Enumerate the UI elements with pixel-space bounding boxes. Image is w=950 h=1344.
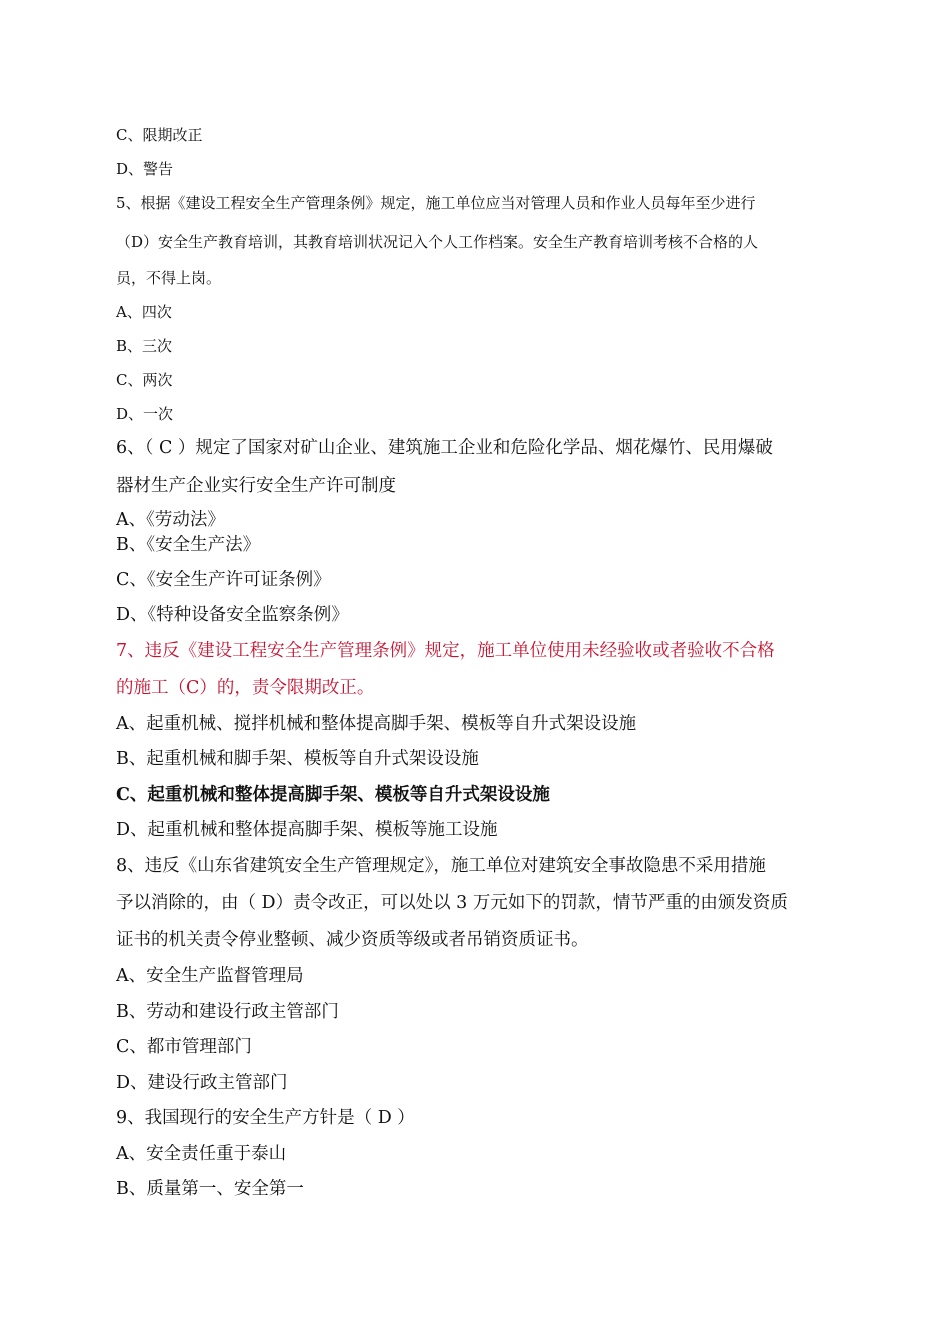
question-line: 9、我国现行的安全生产方针是（ D ） — [116, 1108, 415, 1128]
question-line: 5、根据《建设工程安全生产管理条例》规定，施工单位应当对管理人员和作业人员每年至少进行 — [116, 194, 756, 212]
option-line: B、质量第一、安全第一 — [116, 1179, 304, 1199]
highlighted-question-line: 的施工（C）的，责令限期改正。 — [116, 678, 375, 698]
option-line: D、《特种设备安全监察条例》 — [116, 605, 349, 625]
highlighted-question-line: 7、违反《建设工程安全生产管理条例》规定，施工单位使用未经验收或者验收不合格 — [116, 641, 775, 661]
option-line: C、两次 — [116, 371, 173, 389]
option-line: C、都市管理部门 — [116, 1037, 252, 1057]
option-line: D、警告 — [116, 160, 174, 178]
question-line: 器材生产企业实行安全生产许可制度 — [116, 476, 396, 496]
question-line: 证书的机关责令停业整顿、减少资质等级或者吊销资质证书。 — [116, 930, 589, 950]
option-line: D、一次 — [116, 405, 174, 423]
option-line: A、安全生产监督管理局 — [116, 966, 304, 986]
option-line: B、劳动和建设行政主管部门 — [116, 1002, 339, 1022]
option-line: C、《安全生产许可证条例》 — [116, 570, 331, 590]
question-line: （D）安全生产教育培训，其教育培训状况记入个人工作档案。安全生产教育培训考核不合格的人 — [116, 233, 759, 251]
question-line: 6、（ C ）规定了国家对矿山企业、建筑施工企业和危险化学品、烟花爆竹、民用爆破 — [116, 438, 773, 458]
answer-option-line: C、起重机械和整体提高脚手架、模板等自升式架设设施 — [116, 785, 550, 805]
option-line: B、《安全生产法》 — [116, 535, 261, 555]
option-line: B、三次 — [116, 337, 173, 355]
question-line: 予以消除的，由（ D）责令改正，可以处以 3 万元如下的罚款，情节严重的由颁发资质 — [116, 893, 788, 913]
option-line: C、限期改正 — [116, 126, 203, 144]
question-line: 员，不得上岗。 — [116, 269, 222, 287]
option-line: A、《劳动法》 — [116, 510, 225, 530]
option-line: D、起重机械和整体提高脚手架、模板等施工设施 — [116, 820, 498, 840]
option-line: D、建设行政主管部门 — [116, 1073, 288, 1093]
option-line: A、起重机械、搅拌机械和整体提高脚手架、模板等自升式架设设施 — [116, 714, 637, 734]
option-line: A、四次 — [116, 303, 172, 321]
option-line: A、安全责任重于泰山 — [116, 1144, 287, 1164]
option-line: B、起重机械和脚手架、模板等自升式架设设施 — [116, 749, 479, 769]
question-line: 8、违反《山东省建筑安全生产管理规定》，施工单位对建筑安全事故隐患不采用措施 — [116, 856, 766, 876]
